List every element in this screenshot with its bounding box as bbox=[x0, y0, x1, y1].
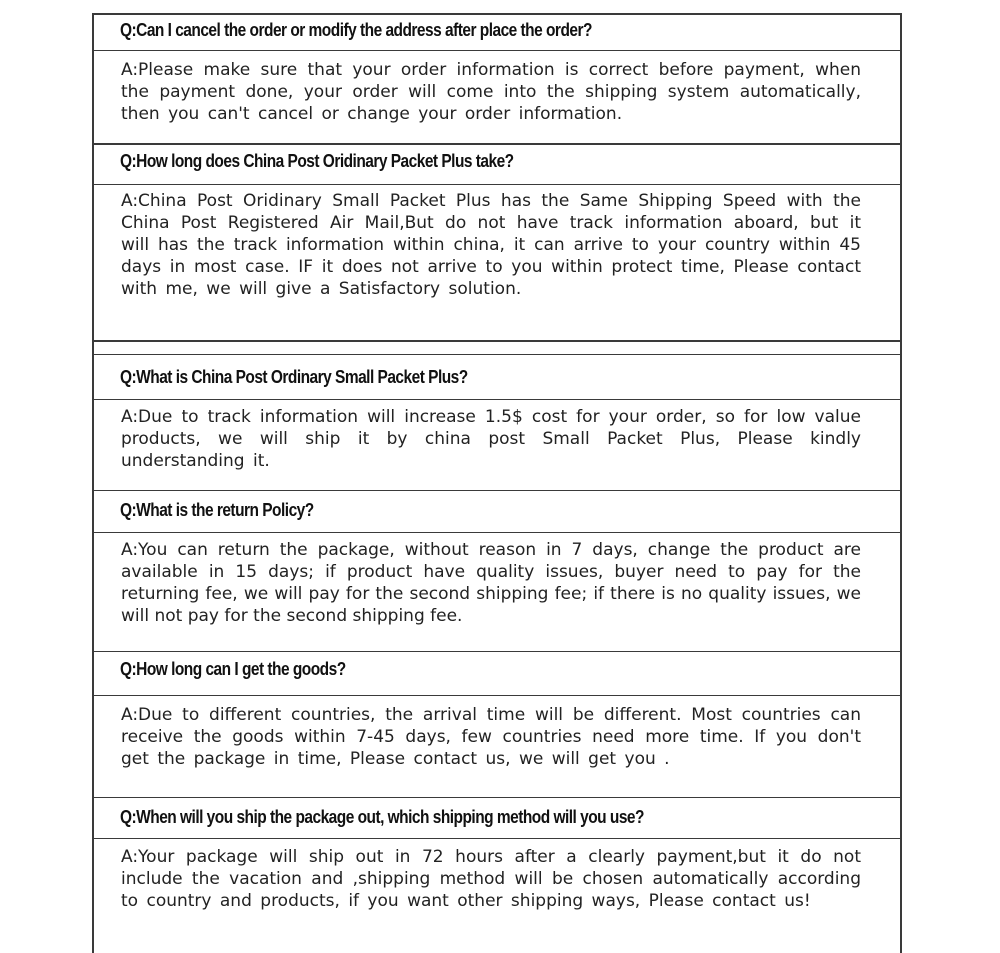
faq-question: Q:How long can I get the goods? bbox=[120, 659, 346, 679]
faq-answer: A:Due to different countries, the arrival time will be different. Most countries can receive the goods within 7-45 days, few countries need more time. If you don't get the package in time, Please contact us, we will get you . bbox=[121, 705, 861, 769]
faq-question: Q:What is China Post Ordinary Small Packet Plus? bbox=[120, 367, 468, 387]
divider bbox=[92, 532, 902, 533]
divider bbox=[92, 838, 902, 839]
divider bbox=[92, 490, 902, 491]
divider bbox=[92, 797, 902, 798]
faq-answer: A:You can return the package, without reason in 7 days, change the product are available in 15 days; if product have quality issues, buyer need to pay for the returning fee, we will pay for the second shipping fee; if there is no quality issues, we will not pay for the second shipping fee. bbox=[121, 540, 861, 626]
divider bbox=[92, 184, 902, 185]
faq-answer: A:Please make sure that your order information is correct before payment, when the payment done, your order will come into the shipping system automatically, then you can't cancel or change your order information. bbox=[121, 60, 861, 124]
divider bbox=[92, 354, 902, 355]
divider bbox=[92, 651, 902, 652]
divider bbox=[92, 695, 902, 696]
faq-question: Q:Can I cancel the order or modify the address after place the order? bbox=[120, 20, 592, 40]
faq-question: Q:When will you ship the package out, which shipping method will you use? bbox=[120, 807, 644, 827]
faq-question: Q:How long does China Post Oridinary Packet Plus take? bbox=[120, 151, 514, 171]
divider bbox=[92, 340, 902, 342]
divider bbox=[92, 50, 902, 51]
faq-question: Q:What is the return Policy? bbox=[120, 500, 314, 520]
divider bbox=[92, 399, 902, 400]
faq-answer: A:Your package will ship out in 72 hours after a clearly payment,but it do not include the vacation and ,shipping method will be chosen automatically according to country and products, if you want other shipping ways, Please contact us! bbox=[121, 847, 861, 911]
divider bbox=[92, 143, 902, 145]
faq-answer: A:Due to track information will increase 1.5$ cost for your order, so for low value products, we will ship it by china post Small Packet Plus, Please kindly understanding it. bbox=[121, 407, 861, 471]
faq-answer: A:China Post Oridinary Small Packet Plus has the Same Shipping Speed with the China Post Registered Air Mail,But do not have track information aboard, but it will has the track information within china, it can arrive to your country within 45 days in most case. IF it does not arrive to you within protect time, Please contact with me, we will give a Satisfactory solution. bbox=[121, 191, 861, 299]
